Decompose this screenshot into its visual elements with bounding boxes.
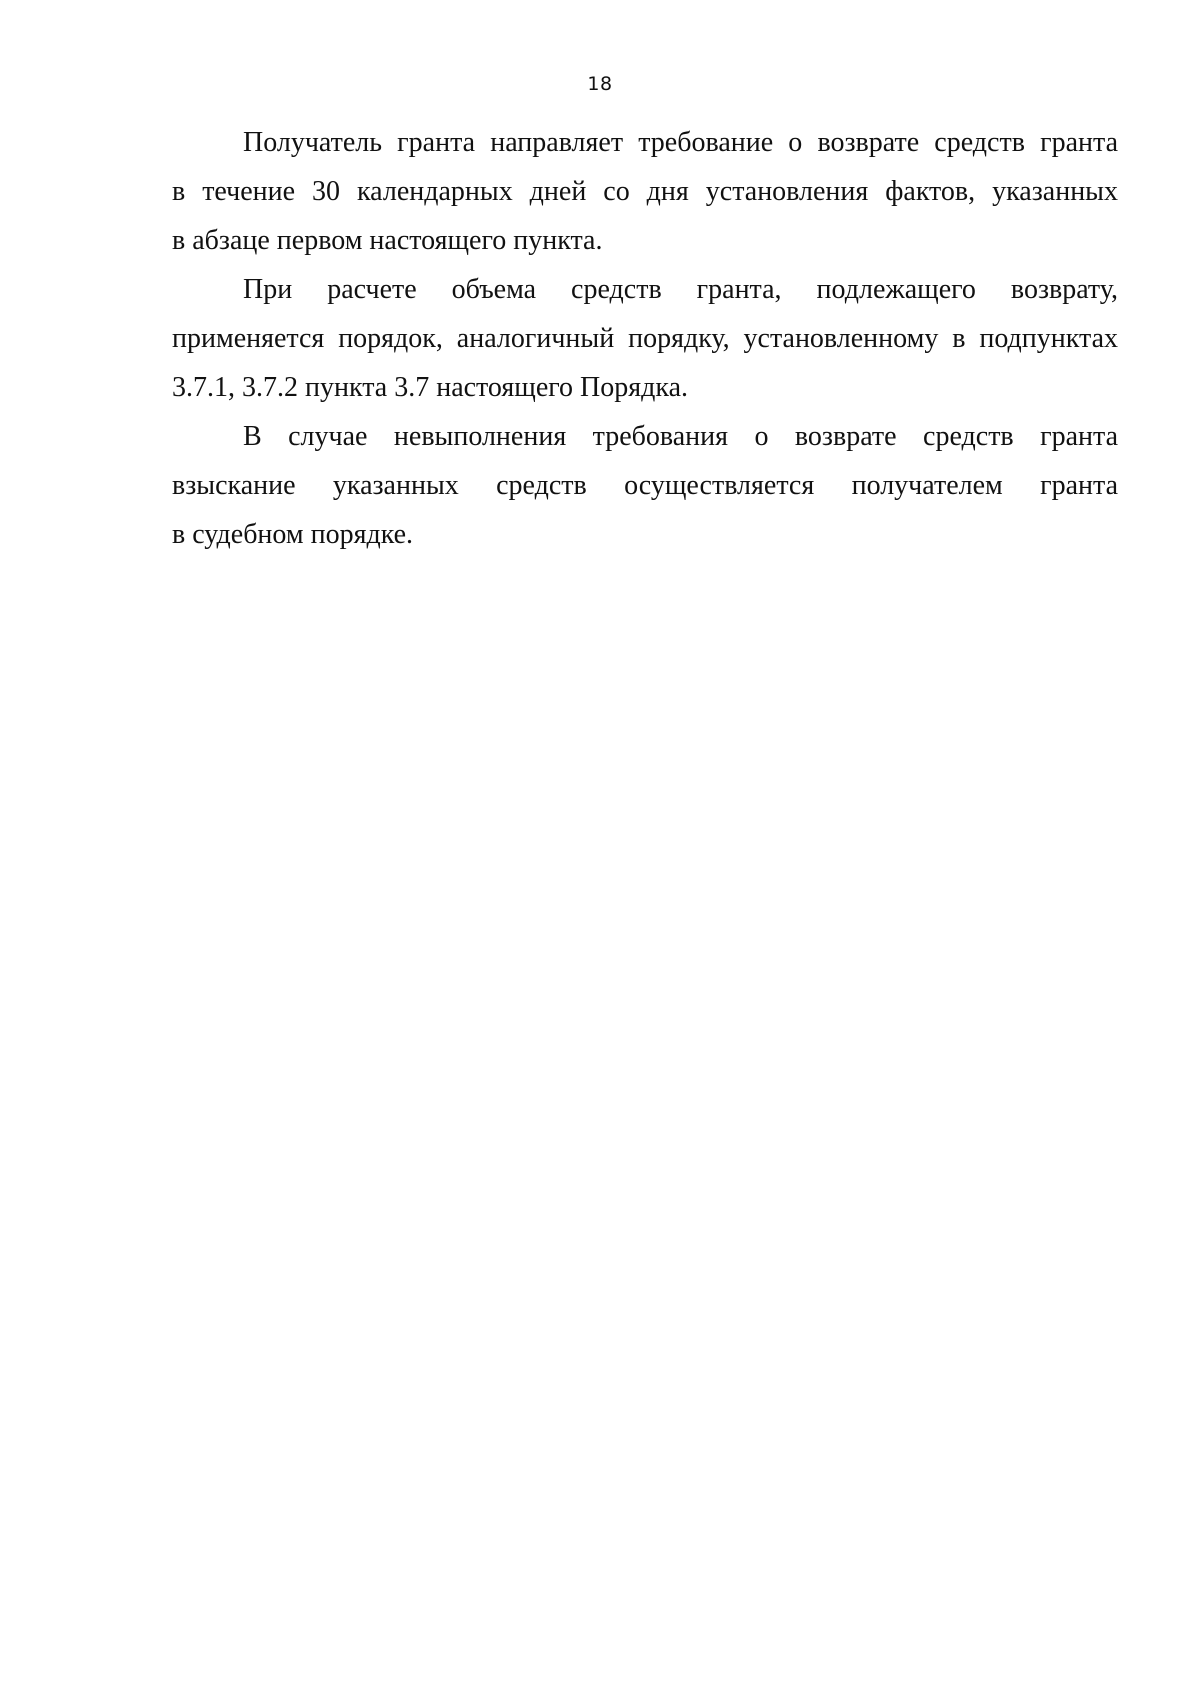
paragraph-judicial-recovery — [172, 412, 1118, 559]
paragraph-line: взыскание указанных средств осуществляется получателем гранта — [172, 470, 1118, 501]
paragraph-line: В случае невыполнения требования о возврате средств гранта — [243, 421, 1118, 452]
paragraph-line: Получатель гранта направляет требование о возврате средств гранта — [243, 127, 1118, 158]
paragraph-line: в судебном порядке. — [172, 519, 414, 550]
paragraph-line: 3.7.1, 3.7.2 пункта 3.7 настоящего Порядка. — [172, 372, 688, 403]
paragraph-line: применяется порядок, аналогичный порядку, установленному в подпунктах — [172, 323, 1118, 354]
paragraph-line: При расчете объема средств гранта, подлежащего возврату, — [243, 274, 1118, 305]
document-body — [172, 118, 1118, 559]
paragraph-line: в течение 30 календарных дней со дня установления фактов, указанных — [172, 176, 1118, 207]
page-number: 18 — [587, 73, 613, 95]
paragraph-line: в абзаце первом настоящего пункта. — [172, 225, 603, 256]
paragraph-return-calculation — [172, 265, 1118, 412]
paragraph-grant-return-deadline — [172, 118, 1118, 265]
